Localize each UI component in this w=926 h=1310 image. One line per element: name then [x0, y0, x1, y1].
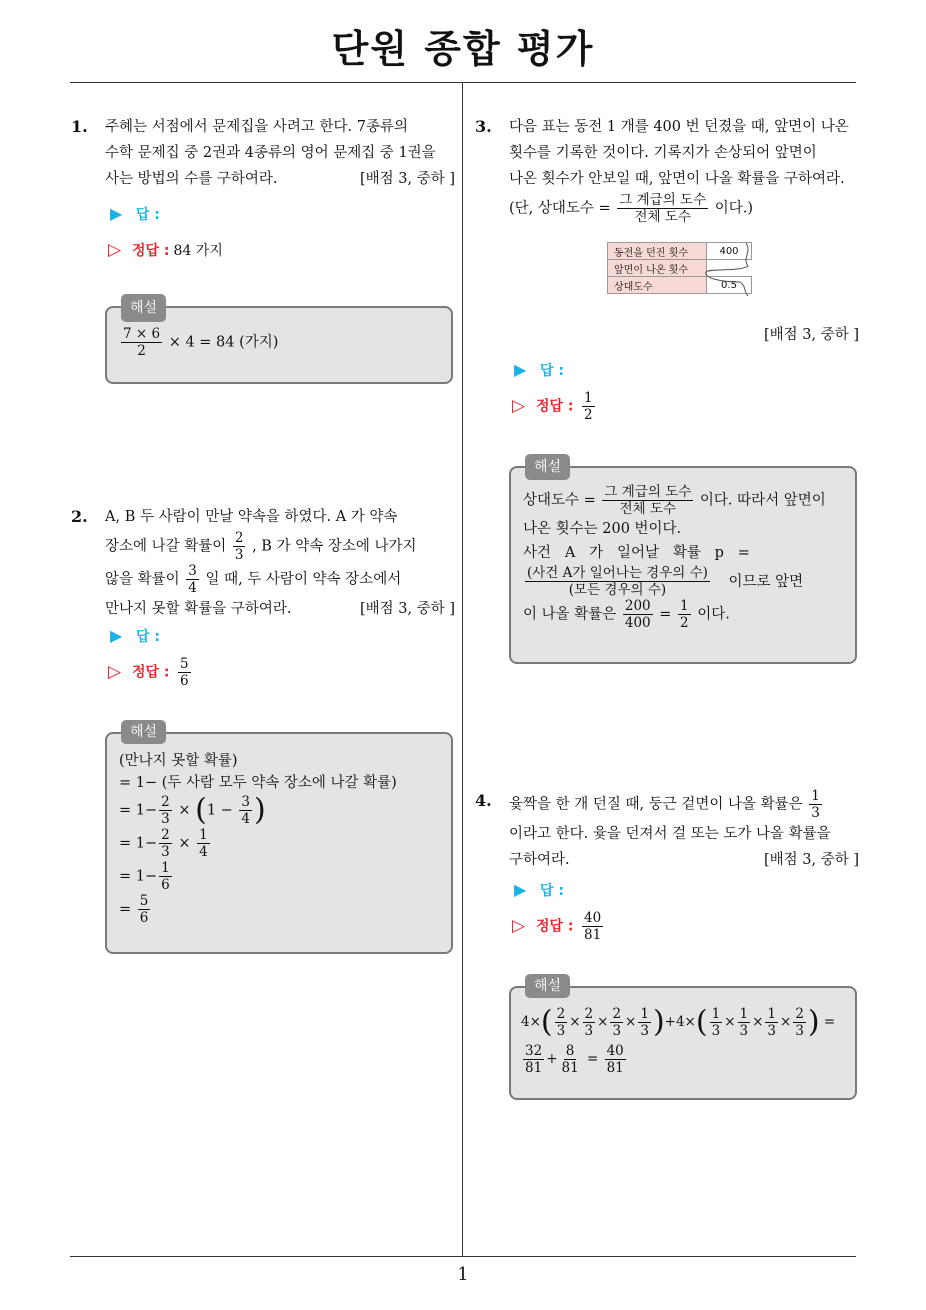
- problem-2: [71, 504, 455, 622]
- play-icon: ▶: [514, 360, 527, 379]
- answer-row: ▶ 답 :: [514, 360, 564, 379]
- top-rule: [70, 82, 856, 83]
- solution-tag: 해설: [121, 720, 166, 744]
- page-number: 1: [457, 1264, 469, 1285]
- bottom-rule: [70, 1256, 856, 1257]
- correct-answer-row: ▷ 정답 : $\frac{40}{81}$: [512, 910, 602, 943]
- table-row: 상대도수 0.5: [608, 277, 752, 294]
- outline-play-icon: ▷: [512, 395, 526, 416]
- solution-box: 해설 $\frac{7 \times 6}{2}$ × 4 = 84 (가지): [105, 306, 453, 384]
- problem-4: [475, 788, 859, 873]
- problem-text: 윷짝을 한 개 던질 때, 둥근 겉면이 나올 확률은 $\frac{1}{3}$ 이라고 한다. 윷을 던져서 걸 또는 도가 나올 확률을 구하여라. [배점 3, 중하 ]: [509, 788, 859, 873]
- correct-answer-value: 84 가지: [173, 243, 223, 259]
- correct-answer-value: $\frac{1}{2}$: [583, 390, 593, 423]
- answer-row: ▶ 답 :: [514, 880, 564, 899]
- solution-tag: 해설: [121, 294, 166, 322]
- correct-answer-value: $\frac{40}{81}$: [583, 910, 602, 943]
- solution-box: 해설 상대도수 = $\frac{\text{그 계급의 도수}}{\text{전체 도수}}$ 이다. 따라서 앞면이 나온 횟수는 200 번이다. 사건 A 가 일어날 확률 p = $\frac{\text{(사건 A가 일어나는 경우의 수)}}{\text{(모든 경우의 수)}}$ 이므로 앞면 이 나올 확률은 $\frac{200}{400}$ = $\frac{1}{2}$ 이다.: [509, 466, 857, 664]
- play-icon: ▶: [110, 626, 123, 645]
- score-label: [배점 3, 중하 ]: [359, 171, 455, 187]
- answer-row: ▶ 답 :: [110, 626, 160, 645]
- score-label: [배점 3, 중하 ]: [359, 601, 455, 617]
- play-icon: ▶: [110, 204, 123, 223]
- torn-paper-edge: [700, 242, 760, 296]
- page-title: 단원 종합 평가: [331, 27, 595, 71]
- problem-1: [71, 114, 455, 192]
- outline-play-icon: ▷: [108, 240, 122, 260]
- correct-answer-row: ▷ 정답 : 84 가지: [108, 240, 223, 260]
- problem-text: A, B 두 사람이 만날 약속을 하였다. A 가 약속 장소에 나갈 확률이 $\frac{2}{3}$ , B 가 약속 장소에 나가지 않을 확률이 $\frac{3}{4}$ 일 때, 두 사람이 약속 장소에서 만나지 못할 확률을 구하여라. [배점 3, 중하 ]: [105, 504, 455, 622]
- problem-text: 다음 표는 동전 1 개를 400 번 던졌을 때, 앞면이 나온 횟수를 기록한 것이다. 기록지가 손상되어 앞면이 나온 횟수가 안보일 때, 앞면이 나올 확률을 구하여라. (단, 상대도수 = $\frac{\text{그 계급의 도수}}{\text{전체 도수}}$ 이다.): [509, 119, 849, 225]
- problem-number: 4.: [475, 791, 492, 810]
- outline-play-icon: ▷: [512, 915, 526, 936]
- solution-box: 해설 4×( $\frac{2}{3}$ × $\frac{2}{3}$ × $\frac{2}{3}$ × $\frac{1}{3}$ )+4×( $\frac{1}{3}$ × $\frac{1}{3}$ × $\frac{1}{3}$ × $\frac{2}{3}$ ) = $\frac{32}{81}$ + $\frac{8}{81}$ = $\frac{40}{81}$: [509, 986, 857, 1100]
- table-row: 앞면이 나온 횟수: [608, 260, 752, 277]
- outline-play-icon: ▷: [108, 661, 122, 682]
- column-divider: [462, 82, 463, 1256]
- table-row: 동전을 던진 횟수 400: [608, 243, 752, 260]
- correct-answer-value: $\frac{5}{6}$: [179, 656, 189, 689]
- play-icon: ▶: [514, 880, 527, 899]
- problem-text: 주혜는 서점에서 문제집을 사려고 한다. 7종류의 수학 문제집 중 2권과 4종류의 영어 문제집 중 1권을 사는 방법의 수를 구하여라. [배점 3, 중하 ]: [105, 114, 455, 192]
- score-label: [배점 3, 중하 ]: [763, 852, 859, 868]
- solution-tag: 해설: [525, 974, 570, 998]
- problem-number: 1.: [71, 117, 88, 136]
- solution-tag: 해설: [525, 454, 570, 480]
- correct-answer-row: ▷ 정답 : $\frac{5}{6}$: [108, 656, 189, 689]
- problem-number: 2.: [71, 507, 88, 526]
- problem-number: 3.: [475, 117, 492, 136]
- problem-3: [475, 114, 859, 225]
- correct-answer-row: ▷ 정답 : $\frac{1}{2}$: [512, 390, 593, 423]
- solution-box: 해설 (만나지 못할 확률) = 1− (두 사람 모두 약속 장소에 나갈 확률) = 1− $\frac{2}{3}$ × (1 − $\frac{3}{4}$ ) = 1− $\frac{2}{3}$ × $\frac{1}{4}$ = 1− $\frac{1}{6}$ = $\frac{5}{6}$: [105, 732, 453, 954]
- score-label-3: [배점 3, 중하 ]: [763, 327, 859, 343]
- answer-row: ▶ 답 :: [110, 204, 160, 223]
